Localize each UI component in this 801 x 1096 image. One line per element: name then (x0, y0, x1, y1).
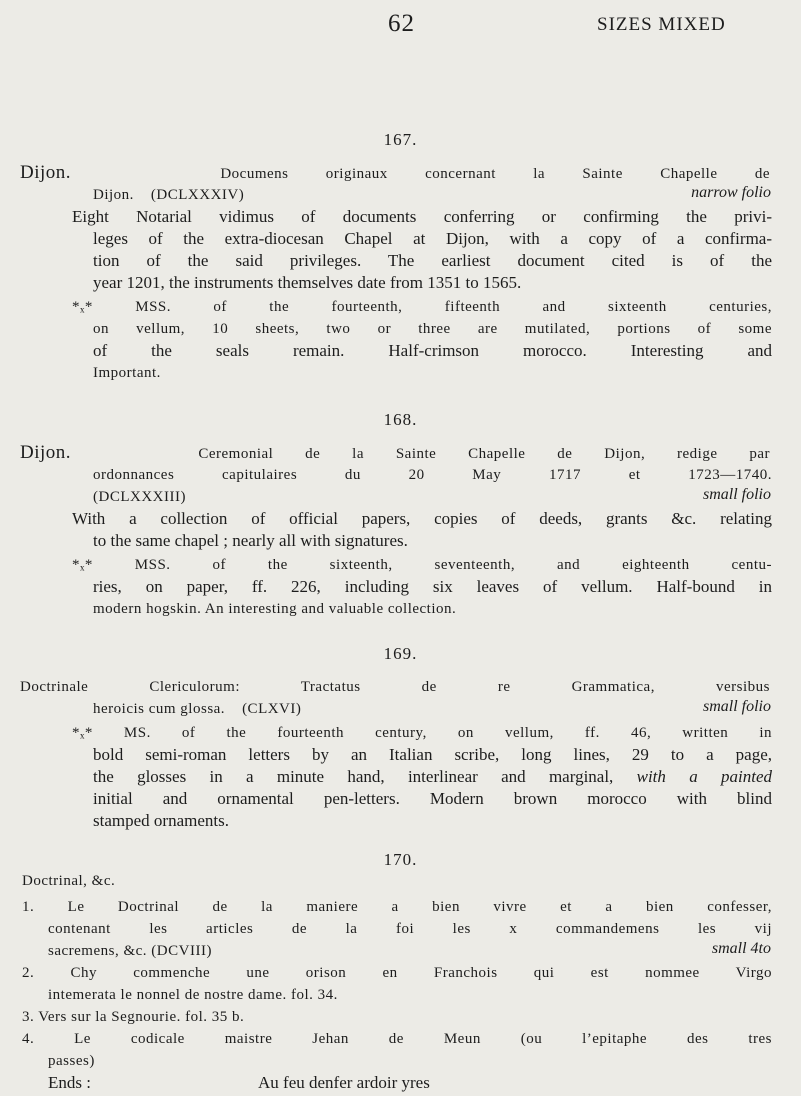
item-line: intemerata le nonnel de nostre dame. fol. 34. (48, 987, 338, 1003)
item-line: contenant les articles de la foi les x commandemens les vij (48, 921, 772, 937)
item-line: 4. Le codicale maistre Jehan de Meun (ou l’epitaphe des tres (22, 1031, 772, 1047)
lot-title: Dijon. (93, 187, 134, 203)
ends-label: Ends : (48, 1073, 91, 1092)
place-heading: Dijon. (20, 162, 72, 183)
lot-heading: Doctrinal, &c. (22, 873, 116, 889)
item-line: 3. Vers sur la Segnourie. fol. 35 b. (22, 1009, 245, 1025)
lot-title-line (93, 698, 301, 720)
format: small 4to (711, 940, 771, 957)
mss-line: *ₓ* MSS. of the fourteenth, fifteenth and sixteenth centuries, (72, 299, 772, 315)
item-line: 1. Le Doctrinal de la maniere a bien vivre et a bien confesser, (22, 899, 772, 915)
lot-title-line (20, 162, 770, 185)
shelfmark: (DCLXXXIV) (150, 187, 245, 203)
page-number: 62 (388, 10, 415, 37)
running-head (0, 10, 801, 40)
lot-number: 168. (383, 410, 418, 429)
mss-line (93, 766, 772, 788)
description-line: Eight Notarial vidimus of documents conferring or confirming the privi- (72, 207, 772, 226)
description-line: With a collection of official papers, copies of deeds, grants &c. relating (72, 509, 772, 528)
lot-title-line (93, 184, 244, 206)
mss-line: stamped ornaments. (93, 811, 229, 830)
shelfmark: (DCLXXXIII) (93, 489, 186, 505)
lot-title-line: ordonnances capitulaires du 20 May 1717 et 1723—1740. (93, 467, 772, 483)
lot-title-line: Doctrinale Clericulorum: Tractatus de re Grammatica, versibus (20, 679, 770, 695)
mss-line: initial and ornamental pen-letters. Modern brown morocco with blind (93, 789, 772, 808)
lot-number: 167. (383, 130, 418, 149)
lot-title: Ceremonial de la Sainte Chapelle de Dijon, redige par (198, 446, 770, 462)
item-line: passes) (48, 1053, 95, 1069)
mss-line: *ₓ* MS. of the fourteenth century, on vellum, ff. 46, written in (72, 725, 772, 741)
mss-line: on vellum, 10 sheets, two or three are mutilated, portions of some (93, 321, 772, 337)
description-line: leges of the extra-diocesan Chapel at Dijon, with a copy of a confirma- (93, 229, 772, 248)
item-line: sacremens, &c. (DCVIII) (48, 943, 212, 959)
mss-text: the glosses in a minute hand, interlinear and marginal, (93, 767, 614, 786)
description-line: tion of the said privileges. The earliest document cited is of the (93, 251, 772, 270)
mss-line: of the seals remain. Half-crimson morocco. Interesting and (93, 341, 772, 360)
lot-title: heroicis cum glossa. (93, 701, 226, 717)
section-title: SIZES MIXED (597, 14, 726, 35)
lot-title-line (20, 442, 770, 465)
description-line: year 1201, the instruments themselves date from 1351 to 1565. (93, 273, 522, 292)
mss-line: Important. (93, 365, 161, 381)
lot-number: 169. (383, 644, 418, 663)
format: small folio (702, 486, 771, 503)
mss-line: bold semi-roman letters by an Italian scribe, long lines, 29 to a page, (93, 745, 772, 764)
item-line: 2. Chy commenche une orison en Franchois qui est nommee Virgo (22, 965, 772, 981)
shelfmark: (CLXVI) (242, 701, 302, 717)
format: narrow folio (691, 184, 771, 201)
place-heading: Dijon. (20, 442, 72, 463)
lot-number: 170. (383, 850, 418, 869)
description-line: to the same chapel ; nearly all with signatures. (93, 531, 408, 550)
ends-line (48, 1072, 430, 1094)
mss-italic: with a painted (636, 767, 772, 786)
lot-title: Documens originaux concernant la Sainte Chapelle de (220, 166, 770, 182)
mss-line: *ₓ* MSS. of the sixteenth, seventeenth, and eighteenth centu- (72, 557, 772, 573)
mss-line: ries, on paper, ff. 226, including six leaves of vellum. Half-bound in (93, 577, 772, 596)
ends-verse: Au feu denfer ardoir yres (258, 1073, 430, 1092)
format: small folio (702, 698, 771, 715)
mss-line: modern hogskin. An interesting and valuable collection. (93, 601, 457, 617)
